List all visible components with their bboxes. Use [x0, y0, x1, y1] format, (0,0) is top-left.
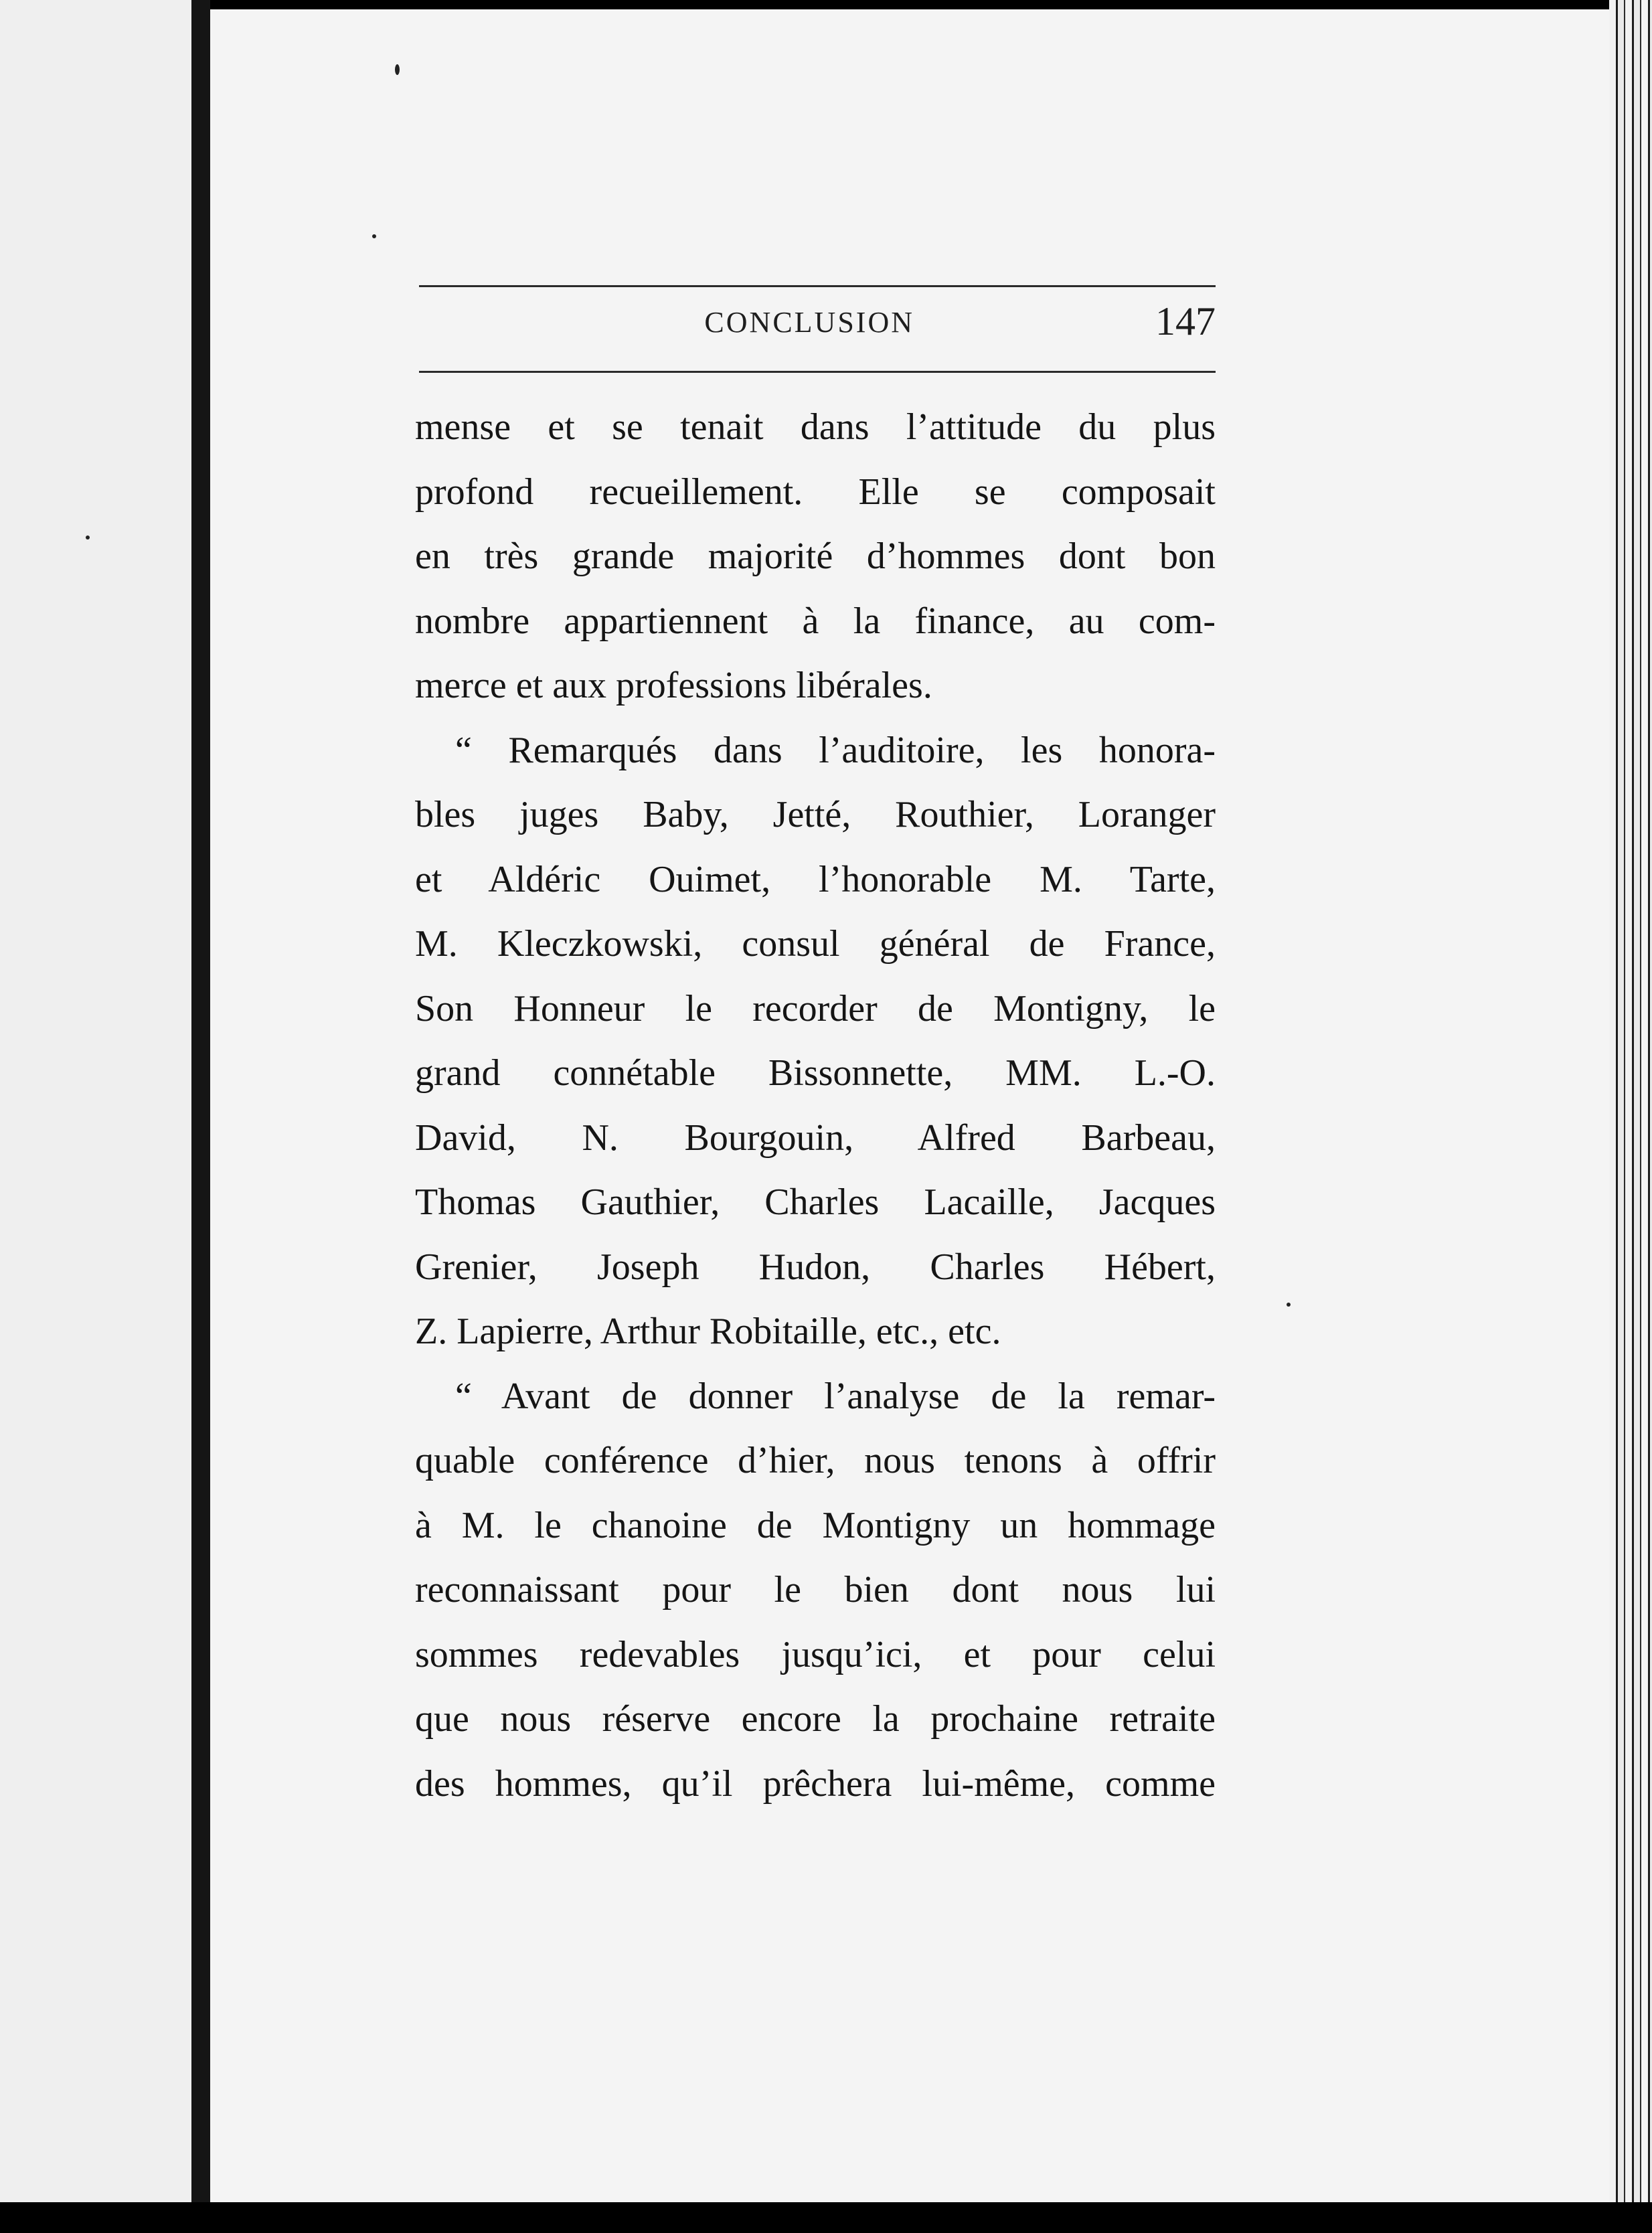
- text-line: reconnaissant pour le bien dont nous lui: [415, 1569, 1216, 1610]
- scan-speck: [372, 234, 376, 238]
- body-text: [415, 395, 1216, 1816]
- text-line: mense et se tenait dans l’attitude du plus: [415, 406, 1216, 448]
- text-line: “ Avant de donner l’analyse de la remar-: [455, 1375, 1216, 1417]
- page-edges: [1609, 0, 1652, 2209]
- scan-speck: [1287, 1303, 1291, 1307]
- text-line: quable conférence d’hier, nous tenons à offrir: [415, 1440, 1216, 1481]
- text-line: “ Remarqués dans l’auditoire, les honora-: [455, 729, 1216, 771]
- text-line: Grenier, Joseph Hudon, Charles Hébert,: [415, 1246, 1216, 1288]
- header-top-rule: [419, 285, 1216, 287]
- text-line: que nous réserve encore la prochaine retraite: [415, 1698, 1216, 1740]
- text-line: profond recueillement. Elle se composait: [415, 471, 1216, 513]
- text-line: nombre appartiennent à la finance, au com-: [415, 600, 1216, 642]
- text-line: grand connétable Bissonnette, MM. L.-O.: [415, 1052, 1216, 1094]
- text-line: Thomas Gauthier, Charles Lacaille, Jacques: [415, 1181, 1216, 1223]
- text-line: des hommes, qu’il prêchera lui-même, comme: [415, 1762, 1216, 1805]
- text-line: David, N. Bourgouin, Alfred Barbeau,: [415, 1116, 1216, 1159]
- page-number: 147: [1155, 299, 1216, 343]
- text-line: en très grande majorité d’hommes dont bon: [415, 535, 1216, 577]
- running-head: CONCLUSION: [704, 306, 914, 339]
- text-line: Z. Lapierre, Arthur Robitaille, etc., etc.: [415, 1311, 1001, 1352]
- text-line: à M. le chanoine de Montigny un hommage: [415, 1504, 1216, 1546]
- text-line: M. Kleczkowski, consul général de France,: [415, 923, 1216, 965]
- text-line: sommes redevables jusqu’ici, et pour celui: [415, 1633, 1216, 1675]
- text-line: merce et aux professions libérales.: [415, 665, 932, 706]
- scan-speck: [86, 535, 90, 540]
- text-line: et Aldéric Ouimet, l’honorable M. Tarte,: [415, 858, 1216, 900]
- text-line: bles juges Baby, Jetté, Routhier, Loranger: [415, 794, 1216, 835]
- scan-speck: [395, 64, 400, 75]
- scan-bottom-edge: [0, 2202, 1652, 2233]
- text-line: Son Honneur le recorder de Montigny, le: [415, 987, 1216, 1029]
- header-bottom-rule: [419, 371, 1216, 373]
